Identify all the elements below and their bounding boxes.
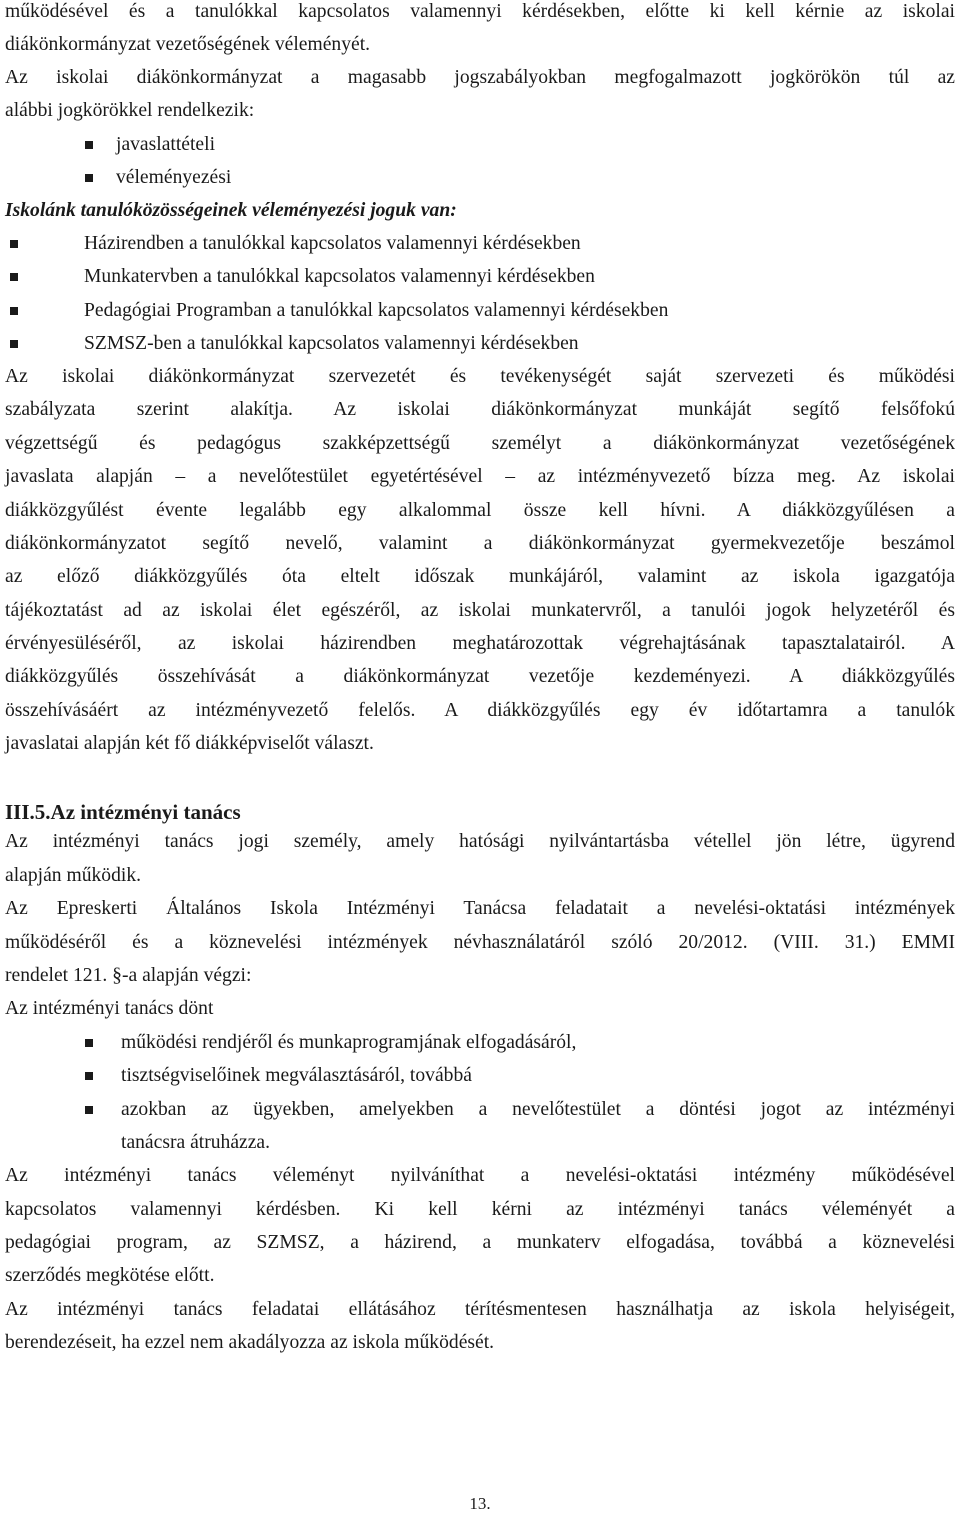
paragraph-line: javaslata alapján – a nevelőtestület egyetértésével – az intézményvezető bízza meg. Az iskolai (5, 466, 955, 487)
paragraph-line: Az intézményi tanács véleményt nyilváníthat a nevelési-oktatási intézmény működésével (5, 1165, 955, 1186)
paragraph-line: Az intézményi tanács feladatai ellátásához térítésmentesen használhatja az iskola helyiségeit, (5, 1299, 955, 1320)
section-title: Az intézményi tanács (50, 800, 241, 824)
paragraph-line: javaslatai alapján két fő diákképviselőt választ. (5, 733, 374, 754)
paragraph-line: berendezéseit, ha ezzel nem akadályozza az iskola működését. (5, 1332, 495, 1353)
square-bullet-icon (10, 240, 18, 248)
subheading: Iskolánk tanulóközösségeinek véleményezési joguk van: (5, 200, 457, 221)
paragraph-line: működéséről és a köznevelési intézmények névhasználatáról szóló 20/2012. (VIII. 31.) EMMI (5, 932, 955, 953)
paragraph-line: Az intézményi tanács dönt (5, 998, 214, 1019)
square-bullet-icon (85, 1072, 93, 1080)
square-bullet-icon (10, 340, 18, 348)
paragraph-line: Az Epreskerti Általános Iskola Intézményi Tanácsa feladatait a nevelési-oktatási intézmények (5, 898, 955, 919)
list-item: Munkatervben a tanulókkal kapcsolatos valamennyi kérdésekben (10, 265, 595, 289)
paragraph-line: tájékoztatást ad az iskolai élet egészéről, az iskolai munkatervről, a tanulói jogok helyzetéről és (5, 600, 955, 621)
rights-item: véleményezési (85, 166, 231, 190)
list-item: tisztségviselőinek megválasztásáról, továbbá (85, 1064, 472, 1088)
square-bullet-icon (85, 141, 93, 149)
paragraph-line: végzettségű és pedagógus szakképzettségű személyt a diákönkormányzat vezetőségének (5, 433, 955, 454)
section-heading (5, 800, 241, 824)
square-bullet-icon (85, 1039, 93, 1047)
paragraph-line: összehívásáért az intézményvezető felelős. A diákközgyűlés egy év időtartamra a tanulók (5, 700, 955, 721)
section-number: III.5. (5, 800, 51, 824)
square-bullet-icon (85, 174, 93, 182)
list-item: SZMSZ-ben a tanulókkal kapcsolatos valamennyi kérdésekben (10, 332, 579, 356)
rights-item: javaslattételi (85, 133, 215, 157)
text-line: működésével és a tanulókkal kapcsolatos valamennyi kérdésekben, előtte ki kell kérnie az iskolai (5, 1, 955, 22)
paragraph-line: érvényesüléséről, az iskolai házirendben meghatározottak végrehajtásának tapasztalatairól. A (5, 633, 955, 654)
paragraph-line: az előző diákközgyűlés óta eltelt időszak munkájáról, valamint az iskola igazgatója (5, 566, 955, 587)
paragraph-line: rendelet 121. §-a alapján végzi: (5, 965, 252, 986)
paragraph-line: kapcsolatos valamennyi kérdésben. Ki kell kérni az intézményi tanács véleményét a (5, 1199, 955, 1220)
paragraph-line: Az iskolai diákönkormányzat szervezetét és tevékenységét saját szervezeti és működési (5, 366, 955, 387)
square-bullet-icon (10, 307, 18, 315)
list-item: Pedagógiai Programban a tanulókkal kapcsolatos valamennyi kérdésekben (10, 299, 668, 323)
paragraph-line: szerződés megkötése előtt. (5, 1265, 215, 1286)
list-item: működési rendjéről és munkaprogramjának elfogadásáról, (85, 1031, 576, 1055)
paragraph-line: szabályzata szerint alakítja. Az iskolai diákönkormányzat munkáját segítő felsőfokú (5, 399, 955, 420)
paragraph-line: alapján működik. (5, 865, 142, 886)
text-line: diákönkormányzat vezetőségének véleményét. (5, 34, 371, 55)
paragraph-line: diákközgyűlés összehívását a diákönkormányzat vezetője kezdeményezi. A diákközgyűlés (5, 666, 955, 687)
page-number: 13. (469, 1494, 491, 1513)
list-item: Házirendben a tanulókkal kapcsolatos valamennyi kérdésekben (10, 232, 581, 256)
paragraph-line: pedagógiai program, az SZMSZ, a házirend, a munkaterv elfogadása, továbbá a köznevelési (5, 1232, 955, 1253)
paragraph-line: diákközgyűlést évente legalább egy alkalommal össze kell hívni. A diákközgyűlésen a (5, 500, 955, 521)
list-item: azokban az ügyekben, amelyekben a nevelőtestület a döntési jogot az intézményi (85, 1098, 955, 1122)
square-bullet-icon (85, 1106, 93, 1114)
text-line: alábbi jogkörökkel rendelkezik: (5, 100, 255, 121)
paragraph-line: Az intézményi tanács jogi személy, amely hatósági nyilvántartásba vétellel jön létre, ügyrend (5, 831, 955, 852)
square-bullet-icon (10, 273, 18, 281)
paragraph-line: diákönkormányzatot segítő nevelő, valamint a diákönkormányzat gyermekvezetője beszámol (5, 533, 955, 554)
list-item-continuation: tanácsra átruházza. (121, 1132, 271, 1153)
text-line: Az iskolai diákönkormányzat a magasabb jogszabályokban megfogalmazott jogkörökön túl az (5, 67, 955, 88)
